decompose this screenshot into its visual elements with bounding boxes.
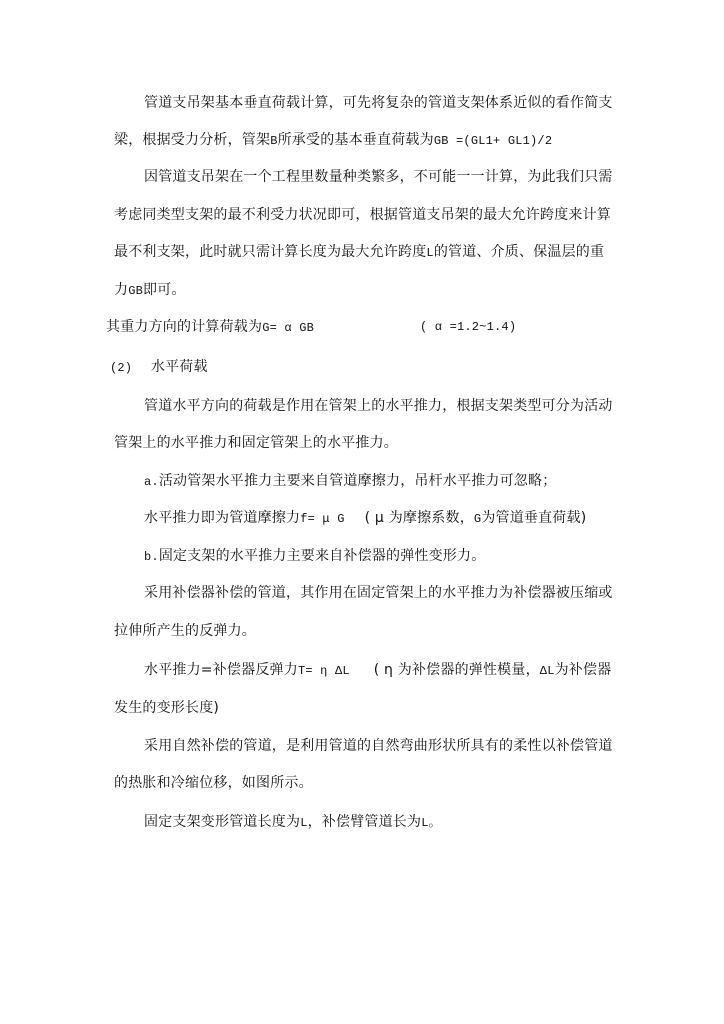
text: 固定支架的水平推力主要来自补偿器的弹性变形力。 xyxy=(158,548,486,564)
section-number: (2) xyxy=(110,361,133,375)
text: 考虑同类型支架的最不利受力状况即可，根据管道支吊架的最大允许跨度来计算 xyxy=(114,207,611,223)
text: 其重力方向的计算荷载为 xyxy=(106,319,263,335)
text: 管道支吊架基本垂直荷载计算，可先将复杂的管道支架体系近似的看作简支 xyxy=(144,95,613,111)
paragraph-line xyxy=(144,93,613,113)
variable: B xyxy=(270,134,278,148)
text: 力 xyxy=(114,282,129,298)
variable: G xyxy=(473,512,482,526)
text: 水平推力=补偿器反弹力 xyxy=(144,662,298,678)
variable: L xyxy=(426,246,434,260)
paragraph-line xyxy=(144,660,611,681)
paragraph-line xyxy=(144,471,556,492)
paragraph-line xyxy=(114,130,552,151)
variable: ΔL xyxy=(539,664,555,678)
text: 发生的变形长度) xyxy=(114,700,220,716)
text: 采用自然补偿的管道，是利用管道的自然弯曲形状所具有的柔性以补偿管道 xyxy=(144,738,613,754)
text: 管架上的水平推力和固定管架上的水平推力。 xyxy=(114,435,398,451)
text: ( μ 为摩擦系数， xyxy=(364,510,474,526)
paragraph-line xyxy=(114,621,256,641)
variable: L。 xyxy=(421,816,441,830)
paragraph-line xyxy=(144,583,613,603)
paragraph-line xyxy=(144,508,586,529)
text: 采用补偿器补偿的管道，其作用在固定管架上的水平推力为补偿器被压缩或 xyxy=(144,585,613,601)
paragraph-line xyxy=(144,546,485,567)
paragraph-line xyxy=(114,242,604,263)
section-title: 水平荷载 xyxy=(150,359,208,375)
variable: GB xyxy=(128,284,144,298)
paragraph-line xyxy=(144,167,613,187)
text: 最不利支架，此时就只需计算长度为最大允许跨度 xyxy=(114,244,427,260)
text: 固定支架变形管道长度为 xyxy=(144,814,301,830)
paragraph-line xyxy=(106,317,314,338)
paragraph-line xyxy=(144,396,613,416)
list-marker: b. xyxy=(144,550,159,564)
section-heading xyxy=(110,357,208,378)
text: ，补偿臂管道长为 xyxy=(307,814,422,830)
variable: L xyxy=(300,816,308,830)
text: 为补偿器 xyxy=(554,662,612,678)
paragraph-line xyxy=(114,773,313,793)
text: 的热胀和冷缩位移，如图所示。 xyxy=(114,775,313,791)
paragraph-line xyxy=(114,698,219,718)
text: 梁，根据受力分析，管架 xyxy=(114,132,271,148)
formula: T= η ΔL xyxy=(297,664,350,678)
paragraph-line xyxy=(114,433,398,453)
paragraph-line xyxy=(114,205,611,225)
paragraph-line xyxy=(144,736,613,756)
text: 水平推力即为管道摩擦力 xyxy=(144,510,301,526)
text: 即可。 xyxy=(143,282,186,298)
text: 为管道垂直荷载) xyxy=(481,510,587,526)
formula: GB =(GL1+ GL1)/2 xyxy=(433,134,553,148)
text: 所承受的基本垂直荷载为 xyxy=(277,132,434,148)
paragraph-line xyxy=(144,812,441,833)
text: 的管道、介质、保温层的重 xyxy=(433,244,605,260)
text: 因管道支吊架在一个工程里数量种类繁多，不可能一一计算，为此我们只需 xyxy=(144,169,613,185)
paragraph-line xyxy=(114,280,186,301)
list-marker: a. xyxy=(144,475,159,489)
formula: f= μ G xyxy=(300,512,345,526)
text: ( η 为补偿器的弹性模量， xyxy=(373,662,540,678)
text: 活动管架水平推力主要来自管道摩擦力，吊杆水平推力可忽略； xyxy=(158,473,557,489)
formula: G= α GB xyxy=(262,321,315,335)
text: 拉伸所产生的反弹力。 xyxy=(114,623,256,639)
formula-range: ( α =1.2~1.4) xyxy=(420,320,517,334)
text: 管道水平方向的荷载是作用在管架上的水平推力，根据支架类型可分为活动 xyxy=(144,398,613,414)
